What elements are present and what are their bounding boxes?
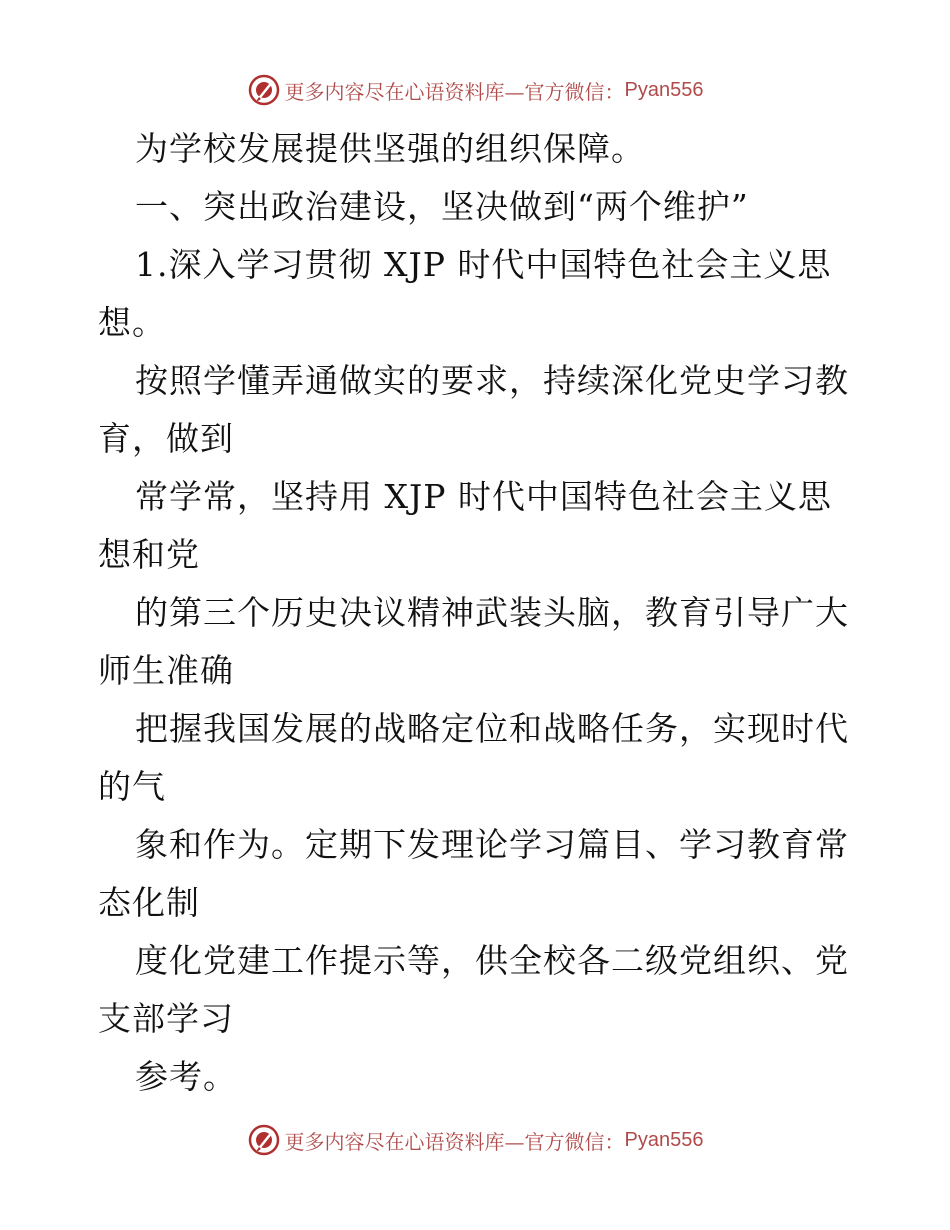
text-line: 态化制: [98, 883, 200, 922]
wechat-id: Pyan556: [624, 1128, 704, 1151]
section-heading: 一、突出政治建设，坚决做到“两个维护”: [135, 187, 749, 226]
banner-text: 更多内容尽在心语资料库—官方微信：: [284, 79, 625, 104]
header-banner: [0, 70, 950, 110]
text-line: 参考。: [135, 1057, 237, 1096]
text-line: 支部学习: [98, 999, 234, 1038]
pen-logo-icon: [247, 73, 281, 107]
text-line: 象和作为。定期下发理论学习篇目、学习教育常: [135, 825, 849, 864]
document-body: [98, 120, 858, 1106]
wechat-id: Pyan556: [624, 78, 704, 101]
text-line: 为学校发展提供坚强的组织保障。: [135, 129, 645, 168]
text-line: 的气: [98, 767, 166, 806]
banner-text: 更多内容尽在心语资料库—官方微信：: [284, 1129, 625, 1154]
text-line: 常学常，坚持用 XJP 时代中国特色社会主义思: [135, 477, 832, 516]
footer-banner: [0, 1120, 950, 1160]
text-line: 想。: [98, 303, 166, 342]
text-line: 1.深入学习贯彻 XJP 时代中国特色社会主义思: [135, 245, 832, 284]
text-line: 育，做到: [98, 419, 234, 458]
text-line: 按照学懂弄通做实的要求，持续深化党史学习教: [135, 361, 849, 400]
pen-logo-icon: [247, 1123, 281, 1157]
text-line: 度化党建工作提示等，供全校各二级党组织、党: [135, 941, 849, 980]
text-line: 的第三个历史决议精神武装头脑，教育引导广大: [135, 593, 849, 632]
text-line: 把握我国发展的战略定位和战略任务，实现时代: [135, 709, 849, 748]
text-line: 想和党: [98, 535, 200, 574]
text-line: 师生准确: [98, 651, 234, 690]
